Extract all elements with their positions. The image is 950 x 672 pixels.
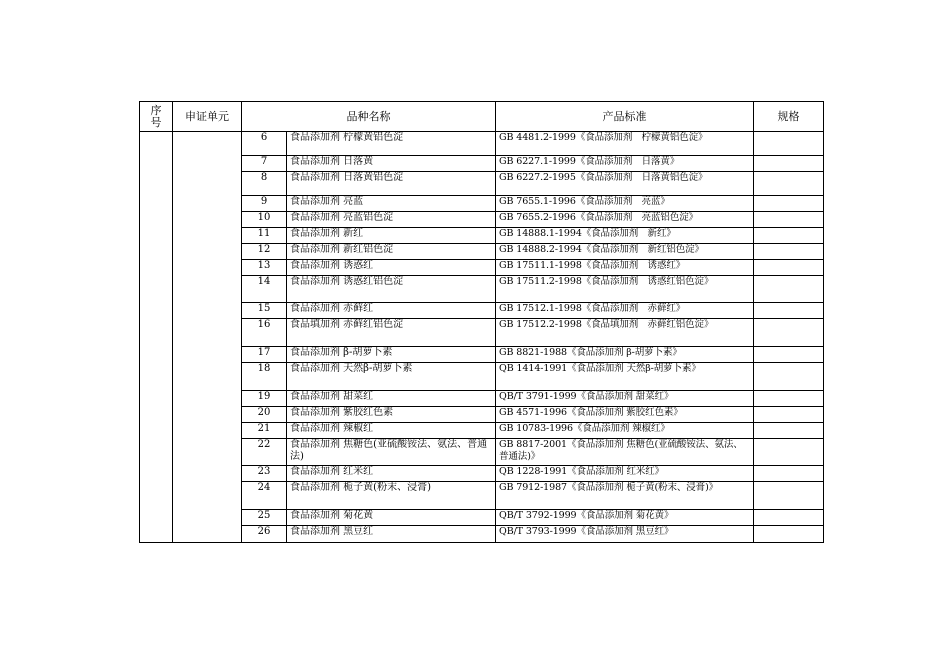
product-standard: GB 10783-1996《食品添加剂 辣椒红》 xyxy=(496,423,754,439)
spec-cell xyxy=(754,439,824,466)
table-row xyxy=(140,319,824,347)
row-number: 16 xyxy=(242,319,287,347)
row-number: 15 xyxy=(242,303,287,319)
row-number: 25 xyxy=(242,510,287,526)
product-standard: GB 14888.2-1994《食品添加剂 新红铝色淀》 xyxy=(496,244,754,260)
product-standard: QB 1228-1991《食品添加剂 红米红》 xyxy=(496,466,754,482)
variety-name: 食品添加剂 赤藓红 xyxy=(287,303,496,319)
spec-cell xyxy=(754,132,824,156)
product-standard: QB 1414-1991《食品添加剂 天然β-胡萝卜素》 xyxy=(496,363,754,391)
table-row xyxy=(140,132,824,156)
row-number: 9 xyxy=(242,196,287,212)
header-standard: 产品标准 xyxy=(496,102,754,132)
table-row xyxy=(140,303,824,319)
variety-name: 食品添加剂 辣椒红 xyxy=(287,423,496,439)
variety-name: 食品添加剂 新红铝色淀 xyxy=(287,244,496,260)
header-variety: 品种名称 xyxy=(242,102,496,132)
product-standard: QB/T 3792-1999《食品添加剂 菊花黄》 xyxy=(496,510,754,526)
product-standard: GB 17511.2-1998《食品添加剂 诱惑红铝色淀》 xyxy=(496,276,754,303)
table-row xyxy=(140,482,824,510)
row-number: 11 xyxy=(242,228,287,244)
table-row xyxy=(140,244,824,260)
table-row xyxy=(140,526,824,543)
spec-cell xyxy=(754,276,824,303)
variety-name: 食品添加剂 柠檬黄铝色淀 xyxy=(287,132,496,156)
variety-name: 食品添加剂 诱惑红铝色淀 xyxy=(287,276,496,303)
row-number: 22 xyxy=(242,439,287,466)
variety-name: 食品添加剂 亮蓝 xyxy=(287,196,496,212)
spec-cell xyxy=(754,196,824,212)
variety-name: 食品添加剂 日落黄 xyxy=(287,156,496,172)
product-standard: QB/T 3791-1999《食品添加剂 甜菜红》 xyxy=(496,391,754,407)
product-standard: GB 8821-1988《食品添加剂 β-胡萝卜素》 xyxy=(496,347,754,363)
table-row xyxy=(140,439,824,466)
spec-cell xyxy=(754,391,824,407)
variety-name: 食品添加剂 日落黄铝色淀 xyxy=(287,172,496,196)
row-number: 21 xyxy=(242,423,287,439)
row-number: 13 xyxy=(242,260,287,276)
row-number: 19 xyxy=(242,391,287,407)
header-serial: 序号 xyxy=(140,102,173,132)
row-number: 24 xyxy=(242,482,287,510)
row-number: 26 xyxy=(242,526,287,543)
product-standard: GB 14888.1-1994《食品添加剂 新红》 xyxy=(496,228,754,244)
table-row xyxy=(140,363,824,391)
spec-cell xyxy=(754,172,824,196)
variety-name: 食品添加剂 紫胶红色素 xyxy=(287,407,496,423)
table-row xyxy=(140,407,824,423)
table-row xyxy=(140,212,824,228)
spec-cell xyxy=(754,156,824,172)
row-number: 10 xyxy=(242,212,287,228)
spec-cell xyxy=(754,510,824,526)
table-row xyxy=(140,423,824,439)
spec-cell xyxy=(754,347,824,363)
variety-name: 食品添加剂 新红 xyxy=(287,228,496,244)
variety-name: 食品添加剂 菊花黄 xyxy=(287,510,496,526)
variety-name: 食品添加剂 甜菜红 xyxy=(287,391,496,407)
table-row xyxy=(140,156,824,172)
spec-cell xyxy=(754,363,824,391)
product-standard: QB/T 3793-1999《食品添加剂 黑豆红》 xyxy=(496,526,754,543)
product-standard: GB 6227.1-1999《食品添加剂 日落黄》 xyxy=(496,156,754,172)
spec-cell xyxy=(754,244,824,260)
product-standard: GB 4571-1996《食品添加剂 紫胶红色素》 xyxy=(496,407,754,423)
header-unit: 申证单元 xyxy=(173,102,242,132)
product-standard: GB 8817-2001《食品添加剂 焦糖色(亚硫酸铵法、氨法、普通法)》 xyxy=(496,439,754,466)
row-number: 17 xyxy=(242,347,287,363)
product-standard: GB 4481.2-1999《食品添加剂 柠檬黄铝色淀》 xyxy=(496,132,754,156)
row-number: 20 xyxy=(242,407,287,423)
product-standard: GB 6227.2-1995《食品添加剂 日落黄铝色淀》 xyxy=(496,172,754,196)
table-row xyxy=(140,466,824,482)
variety-name: 食品添加剂 黑豆红 xyxy=(287,526,496,543)
product-standard: GB 17511.1-1998《食品添加剂 诱惑红》 xyxy=(496,260,754,276)
variety-name: 食品添加剂 天然β-胡萝卜素 xyxy=(287,363,496,391)
serial-merged-cell xyxy=(140,132,173,543)
spec-cell xyxy=(754,228,824,244)
table-row xyxy=(140,276,824,303)
table-body xyxy=(140,132,824,543)
table-row xyxy=(140,196,824,212)
product-table xyxy=(139,101,824,543)
table-row xyxy=(140,347,824,363)
variety-name: 食品添加剂 栀子黄(粉末、浸膏) xyxy=(287,482,496,510)
spec-cell xyxy=(754,260,824,276)
product-standard: GB 7912-1987《食品添加剂 栀子黄(粉末、浸膏)》 xyxy=(496,482,754,510)
spec-cell xyxy=(754,407,824,423)
row-number: 8 xyxy=(242,172,287,196)
variety-name: 食品添加剂 红米红 xyxy=(287,466,496,482)
table-row xyxy=(140,260,824,276)
table-row xyxy=(140,391,824,407)
variety-name: 食品添加剂 β-胡萝卜素 xyxy=(287,347,496,363)
variety-name: 食品填加剂 赤藓红铝色淀 xyxy=(287,319,496,347)
row-number: 23 xyxy=(242,466,287,482)
table-row xyxy=(140,172,824,196)
variety-name: 食品添加剂 焦糖色(亚硫酸铵法、氨法、普通法) xyxy=(287,439,496,466)
spec-cell xyxy=(754,466,824,482)
spec-cell xyxy=(754,482,824,510)
spec-cell xyxy=(754,526,824,543)
header-spec: 规格 xyxy=(754,102,824,132)
row-number: 12 xyxy=(242,244,287,260)
row-number: 7 xyxy=(242,156,287,172)
row-number: 18 xyxy=(242,363,287,391)
product-standard: GB 17512.2-1998《食品填加剂 赤藓红铝色淀》 xyxy=(496,319,754,347)
product-standard: GB 7655.2-1996《食品添加剂 亮蓝铝色淀》 xyxy=(496,212,754,228)
row-number: 14 xyxy=(242,276,287,303)
variety-name: 食品添加剂 诱惑红 xyxy=(287,260,496,276)
spec-cell xyxy=(754,303,824,319)
spec-cell xyxy=(754,319,824,347)
table-row xyxy=(140,510,824,526)
variety-name: 食品添加剂 亮蓝铝色淀 xyxy=(287,212,496,228)
row-number: 6 xyxy=(242,132,287,156)
spec-cell xyxy=(754,212,824,228)
table-row xyxy=(140,228,824,244)
product-standard: GB 17512.1-1998《食品添加剂 赤藓红》 xyxy=(496,303,754,319)
spec-cell xyxy=(754,423,824,439)
product-standard: GB 7655.1-1996《食品添加剂 亮蓝》 xyxy=(496,196,754,212)
table-header-row xyxy=(140,102,824,132)
unit-merged-cell xyxy=(173,132,242,543)
